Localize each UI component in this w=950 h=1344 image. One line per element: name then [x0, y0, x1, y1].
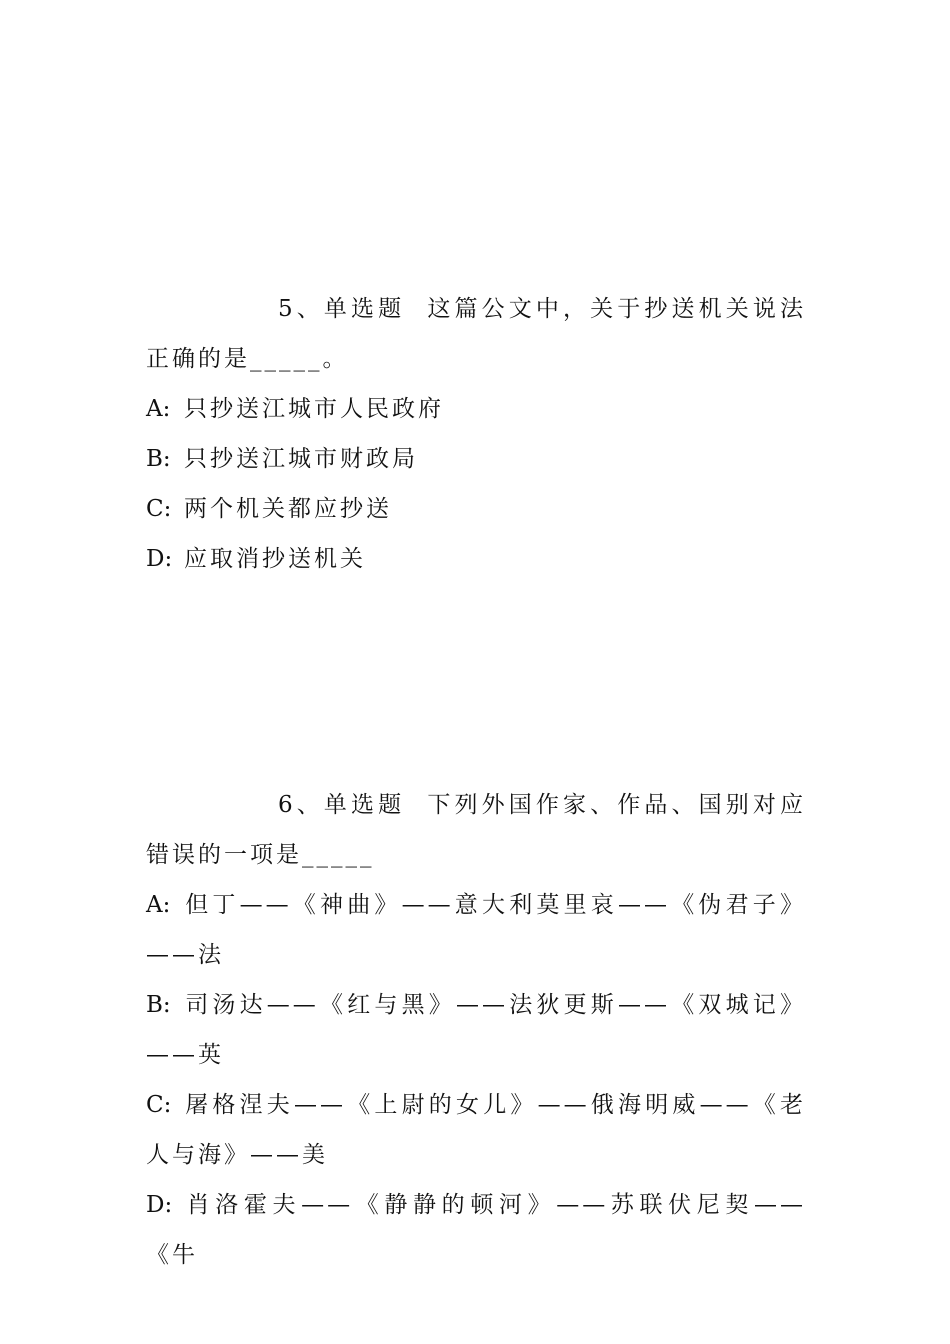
- option-text: 但丁——《神曲》——意大利莫里哀——《伪君子》——法: [146, 892, 806, 968]
- question-stem: [146, 284, 806, 384]
- option-text: 只抄送江城市财政局: [184, 446, 418, 472]
- option-letter: D:: [146, 1192, 173, 1218]
- option-letter: C:: [146, 1092, 172, 1118]
- option-b: [146, 980, 806, 1080]
- question-stem: [146, 780, 806, 880]
- option-text: 肖洛霍夫——《静静的顿河》——苏联伏尼契——《牛: [146, 1192, 806, 1268]
- option-b: [146, 434, 806, 484]
- option-text: 只抄送江城市人民政府: [184, 396, 444, 422]
- option-d: [146, 534, 806, 584]
- option-a: [146, 384, 806, 434]
- option-letter: A:: [146, 396, 171, 422]
- option-d: [146, 1180, 806, 1280]
- option-text: 两个机关都应抄送: [184, 496, 392, 522]
- option-text: 屠格涅夫——《上尉的女儿》——俄海明威——《老人与海》——美: [146, 1092, 806, 1168]
- option-letter: D:: [146, 546, 173, 572]
- question-type: 单选题: [323, 792, 406, 818]
- question-number: 6、: [278, 792, 324, 818]
- option-letter: C:: [146, 496, 172, 522]
- question-type: 单选题: [323, 296, 406, 322]
- question-6: [146, 780, 806, 1280]
- option-a: [146, 880, 806, 980]
- question-text: 下列外国作家、作品、国别对应错误的一项是_____: [146, 792, 807, 868]
- option-text: 应取消抄送机关: [184, 546, 366, 572]
- option-letter: B:: [146, 446, 171, 472]
- option-c: [146, 1080, 806, 1180]
- question-number: 5、: [278, 296, 324, 322]
- option-c: [146, 484, 806, 534]
- question-text: 这篇公文中，关于抄送机关说法正确的是_____。: [146, 296, 807, 372]
- option-letter: A:: [146, 892, 171, 918]
- question-5: [146, 284, 806, 584]
- option-letter: B:: [146, 992, 171, 1018]
- option-text: 司汤达——《红与黑》——法狄更斯——《双城记》——英: [146, 992, 806, 1068]
